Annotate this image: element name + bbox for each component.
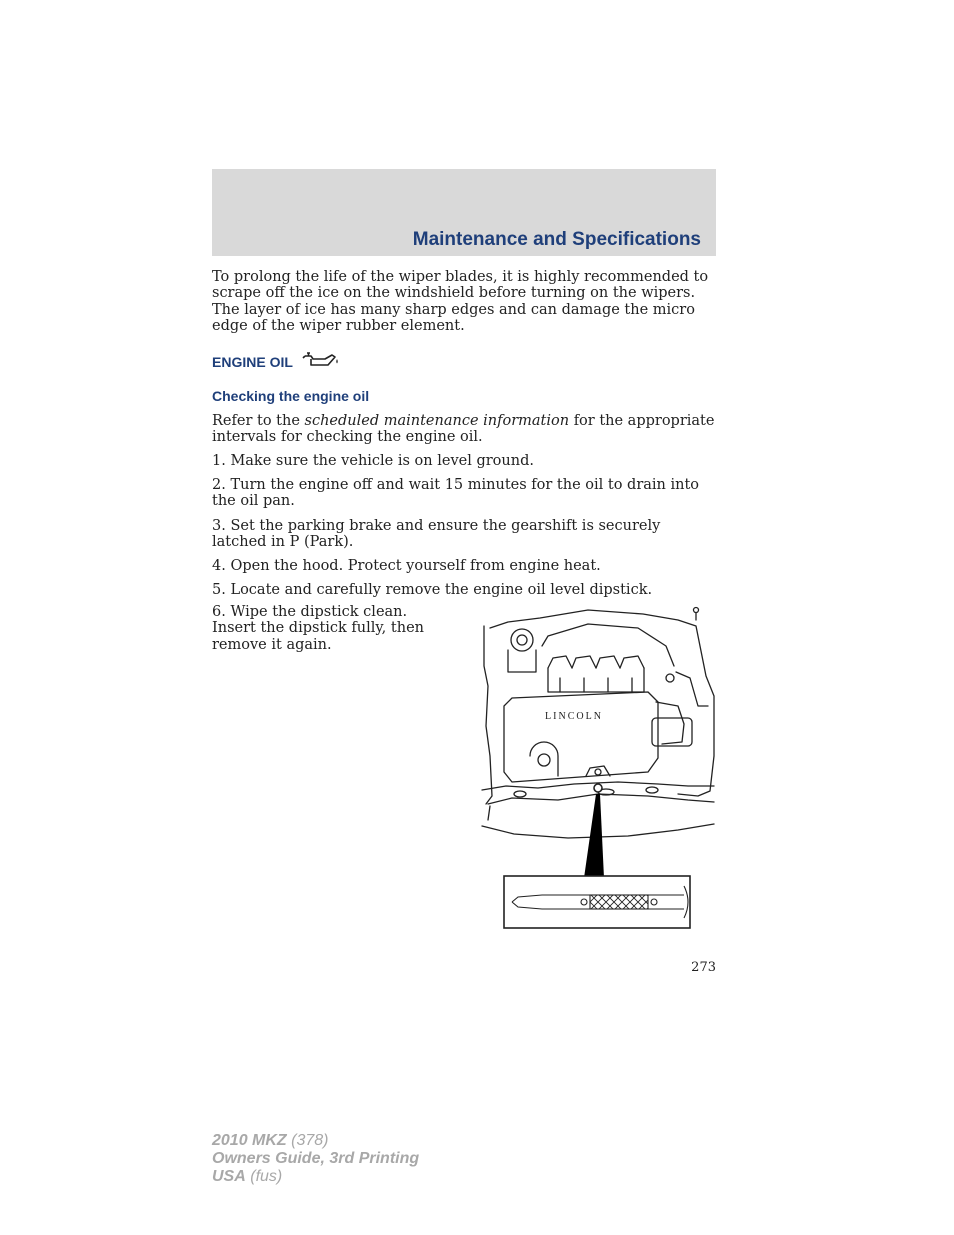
- step-6: 6. Wipe the dipstick clean. Insert the dipstick fully, then remove it again.: [212, 604, 424, 653]
- footer-line-2: [212, 1150, 419, 1168]
- checking-oil-subheading: Checking the engine oil: [212, 388, 370, 404]
- footer-guide-edition: Owners Guide, 3rd Printing: [212, 1150, 420, 1167]
- footer-line-1: [212, 1132, 419, 1150]
- step-5: 5. Locate and carefully remove the engine oil level dipstick.: [212, 582, 653, 598]
- refer-prefix: Refer to the: [212, 413, 300, 429]
- wiper-ice-paragraph: To prolong the life of the wiper blades, it is highly recommended to scrape off the ice on the windshield before turning on the wipers. The layer of ice has many sharp edges and can damage the micro edge of the wiper rubber element.: [212, 269, 709, 335]
- engine-cover-label: LINCOLN: [545, 711, 603, 722]
- document-footer: [212, 1132, 419, 1186]
- refer-suffix: for the appropriate intervals for checking the engine oil.: [212, 413, 715, 446]
- footer-market-code: (fus): [250, 1168, 283, 1185]
- step-1: 1. Make sure the vehicle is on level ground.: [212, 453, 534, 469]
- step-3: 3. Set the parking brake and ensure the gearshift is securely latched in P (Park).: [212, 518, 661, 551]
- step-4: 4. Open the hood. Protect yourself from engine heat.: [212, 558, 601, 574]
- oil-can-icon: [301, 350, 341, 373]
- engine-bay-drawing: [478, 606, 718, 936]
- page-number: 273: [691, 960, 716, 975]
- footer-market: USA: [212, 1168, 246, 1185]
- footer-model: 2010 MKZ: [212, 1132, 287, 1149]
- section-header-band: [212, 169, 716, 256]
- footer-model-code: (378): [291, 1132, 329, 1149]
- engine-dipstick-illustration: [478, 606, 718, 936]
- engine-oil-heading: [212, 350, 341, 373]
- refer-paragraph: [212, 413, 718, 446]
- step-2: 2. Turn the engine off and wait 15 minutes for the oil to drain into the oil pan.: [212, 477, 700, 510]
- engine-oil-heading-text: ENGINE OIL: [212, 353, 293, 370]
- refer-emphasis: scheduled maintenance information: [304, 413, 570, 429]
- footer-line-3: [212, 1168, 419, 1186]
- section-title: Maintenance and Specifications: [412, 229, 701, 250]
